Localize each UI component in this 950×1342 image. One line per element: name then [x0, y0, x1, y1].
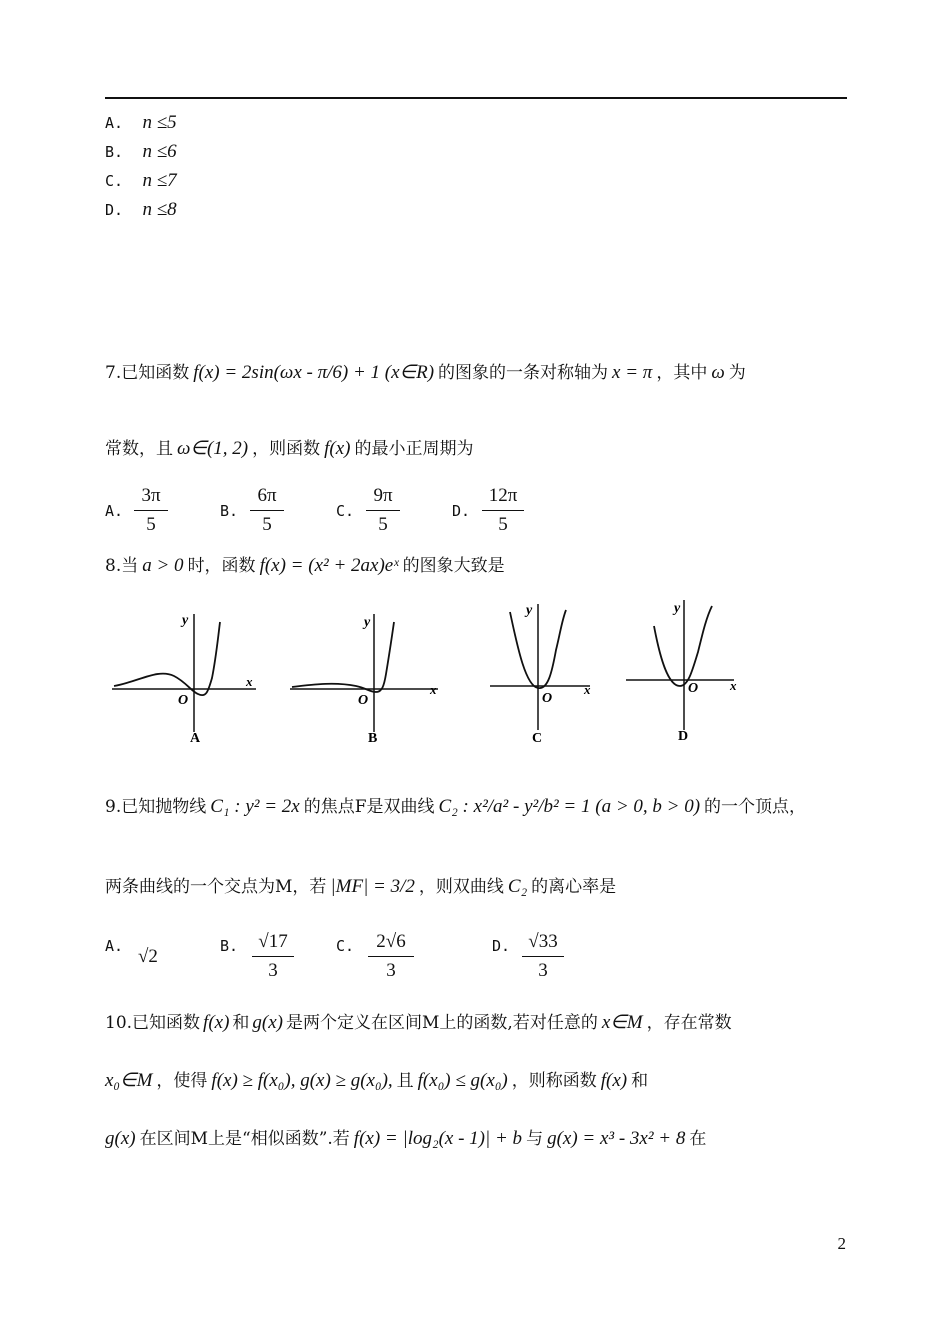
q9-line-1: 9.已知抛物线 C₁ : y² = 2x 的焦点F是双曲线 C₂ : x²/a² - y²/b² = 1 (a > 0, b > 0) 的一个顶点， [105, 796, 807, 817]
graph-c [486, 600, 606, 744]
graph-c-y-label: y [526, 603, 533, 618]
q9-option-c-letter: C. [336, 937, 355, 955]
q9-option-d-value: √33 3 [522, 929, 564, 984]
q7-option-a-letter: A. [105, 502, 124, 520]
graph-a-origin-label: O [178, 693, 189, 708]
q10-line-3: g(x) 在区间M上是“相似函数”.若 f(x) = |log₂(x - 1)| + b 与 g(x) = x³ - 3x² + 8 在 [105, 1128, 707, 1149]
graph-d [622, 596, 748, 744]
graph-b-origin-label: O [358, 693, 369, 708]
graph-c-x-label: x [584, 682, 591, 697]
graph-c-origin-label: O [542, 691, 553, 706]
q7-option-d-letter: D. [452, 502, 471, 520]
q7-option-b-letter: B. [220, 502, 239, 520]
graph-a-x-label: x [246, 674, 253, 689]
q7-option-d-value: 12π 5 [482, 483, 524, 538]
q6-option-b: B. n ≤6 [105, 141, 177, 162]
q9-option-a-value: √2 [138, 946, 158, 967]
q7-option-a-value: 3π 5 [134, 483, 168, 538]
page-number: 2 [837, 1234, 846, 1253]
graph-a-label: A [190, 731, 201, 744]
graph-a-y-label: y [182, 613, 189, 628]
q8-line-1: 8.当 a > 0 时，函数 f(x) = (x² + 2ax)eˣ 的图象大致是 [105, 555, 505, 576]
graph-d-label: D [678, 729, 689, 744]
q6-option-c: C. n ≤7 [105, 170, 177, 191]
q9-option-b-value: √17 3 [252, 929, 294, 984]
q10-line-1: 10.已知函数 f(x) 和 g(x) 是两个定义在区间M上的函数,若对任意的 x∈M ，存在常数 [105, 1012, 732, 1033]
q7-line-2: 常数，且 ω∈(1, 2) ，则函数 f(x) 的最小正周期为 [105, 438, 474, 459]
q7-option-b-value: 6π 5 [250, 483, 284, 538]
graph-d-origin-label: O [688, 681, 699, 696]
q6-option-a: A. n ≤5 [105, 112, 177, 133]
header-rule [105, 97, 847, 99]
graph-d-y-label: y [674, 601, 681, 616]
q6-option-d: D. n ≤8 [105, 199, 177, 220]
q7-option-c-value: 9π 5 [366, 483, 400, 538]
q9-option-d-letter: D. [492, 937, 511, 955]
graph-b-y-label: y [364, 615, 371, 630]
graph-b-x-label: x [430, 682, 437, 697]
graph-d-x-label: x [730, 678, 737, 693]
graph-a [108, 608, 268, 744]
q9-option-b-letter: B. [220, 937, 239, 955]
q9-option-a-letter: A. [105, 937, 124, 955]
q10-line-2: x₀∈M ，使得 f(x) ≥ f(x₀), g(x) ≥ g(x₀), 且 f(x₀) ≤ g(x₀) ，则称函数 f(x) 和 [105, 1070, 649, 1091]
q9-option-c-value: 2√6 3 [368, 929, 414, 984]
graph-c-label: C [532, 731, 543, 744]
q9-line-2: 两条曲线的一个交点为M，若 |MF| = 3/2 ，则双曲线 C₂ 的离心率是 [105, 876, 617, 897]
q7-line-1: 7.已知函数 f(x) = 2sin(ωx - π/6) + 1 (x∈R) 的图象的一条对称轴为 x = π ，其中 ω 为 [105, 362, 746, 383]
q7-option-c-letter: C. [336, 502, 355, 520]
graph-b-label: B [368, 731, 378, 744]
graph-b [286, 608, 446, 744]
